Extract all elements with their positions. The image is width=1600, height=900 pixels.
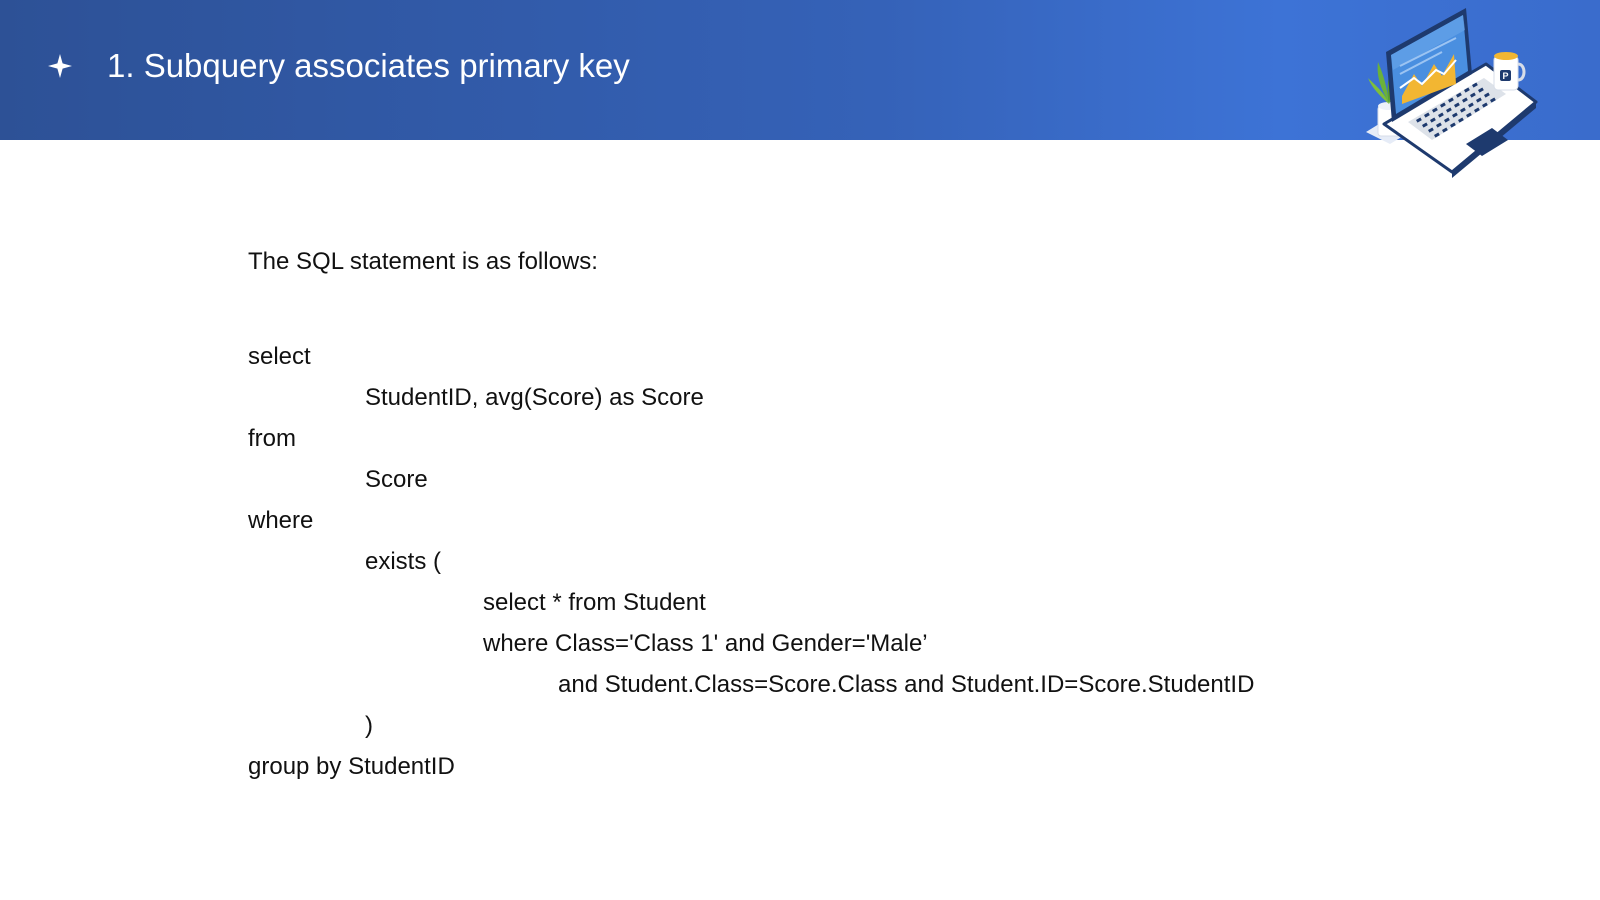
sql-line-close-paren: ) — [365, 712, 373, 739]
sql-line-subwhere: where Class='Class 1' and Gender='Male’ — [483, 630, 928, 657]
slide-content — [248, 0, 1548, 900]
slide-title: 1. Subquery associates primary key — [107, 47, 630, 84]
sql-line-where: where — [248, 507, 314, 534]
sql-line-group-by: group by StudentID — [248, 753, 455, 780]
mug-badge-letter: P — [1502, 71, 1509, 81]
sparkle-icon — [46, 52, 74, 80]
intro-text: The SQL statement is as follows: — [248, 248, 598, 275]
sql-line-join-condition: and Student.Class=Score.Class and Student.ID=Score.StudentID — [558, 671, 1255, 698]
sql-line-subselect: select * from Student — [483, 589, 706, 616]
sql-line-exists: exists ( — [365, 548, 442, 575]
sql-line-select: select — [248, 343, 311, 370]
sql-line-columns: StudentID, avg(Score) as Score — [365, 384, 704, 411]
sql-line-from: from — [248, 425, 296, 452]
sql-line-table: Score — [365, 466, 428, 493]
